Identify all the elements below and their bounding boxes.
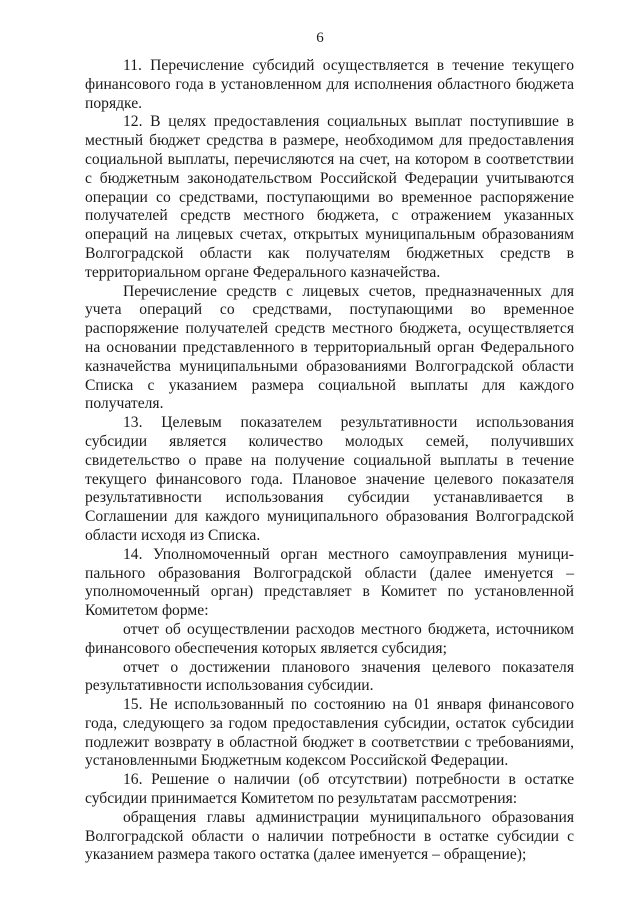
page-number: 6	[316, 30, 324, 46]
paragraph-16-appeal: обращения главы администрации муниципального образования Волгоградской области о наличии потребности в остатке субсидии с указанием размера такого остатка (далее именуется – обращение);	[85, 808, 574, 864]
paragraph-14-report-expenses: отчет об осуществлении расходов местного бюджета, источником финансового обеспечения которых является субсидия;	[85, 620, 574, 657]
paragraph-12: 12. В целях предоставления социальных выплат поступившие в местный бюджет средства в размере, необходимом для предоставления социальной выплаты, перечисляются на счет, на котором в соответствии с бюджетным законодательством Российской Федерации учитываются операции со средствами, поступающими во временное распоряжение получателей средств местного бюджета, с отражением указанных операций на лицевых счетах, открытых муниципальным образованиям Волгоградской области как получателям бюджетных средств в территориальном органе Федерального казначейства.	[85, 113, 574, 281]
paragraph-12-transfer: Перечисление средств с лицевых счетов, предназначенных для учета операций со средствами, поступающими во временное распоряжение получателей средств местного бюджета, осуществляется на основании представленного в территориальный орган Федерального казначейства муниципальными образованиями Волгоградской области Списка с указанием размера социальной выплаты для каждого получателя.	[85, 282, 574, 413]
document-body	[85, 57, 574, 865]
paragraph-15: 15. Не использованный по состоянию на 01 января финансового года, следующего за годом предоставления субсидии, остаток субсидии подлежит возврату в областной бюджет в соответствии с требованиями, установленными Бюджетным кодексом Российской Федерации.	[85, 696, 574, 770]
paragraph-13: 13. Целевым показателем результативности использования субсидии является количество молодых семей, получивших свидетельство о праве на получение социальной выплаты в течение текущего финансового года. Плановое значение целевого показателя результативности использования субсидии устанавливается в Соглашении для каждого муниципального образования Волгоградской области исходя из Списка.	[85, 414, 574, 544]
paragraph-16: 16. Решение о наличии (об отсутствии) потребности в остатке субсидии принимается Комитетом по результатам рассмотрения:	[85, 771, 574, 808]
paragraph-14: 14. Уполномоченный орган местного самоуправления муниципального образования Волгоградской области (далее именуется – уполномоченный орган) представляет в Комитет по установленной Комитетом форме:	[85, 545, 574, 620]
paragraph-11: 11. Перечисление субсидий осуществляется в течение текущего финансового года в установленном для исполнения областного бюджета порядке.	[85, 57, 574, 112]
paragraph-14-report-target: отчет о достижении планового значения целевого показателя результативности использования субсидии.	[85, 658, 574, 695]
